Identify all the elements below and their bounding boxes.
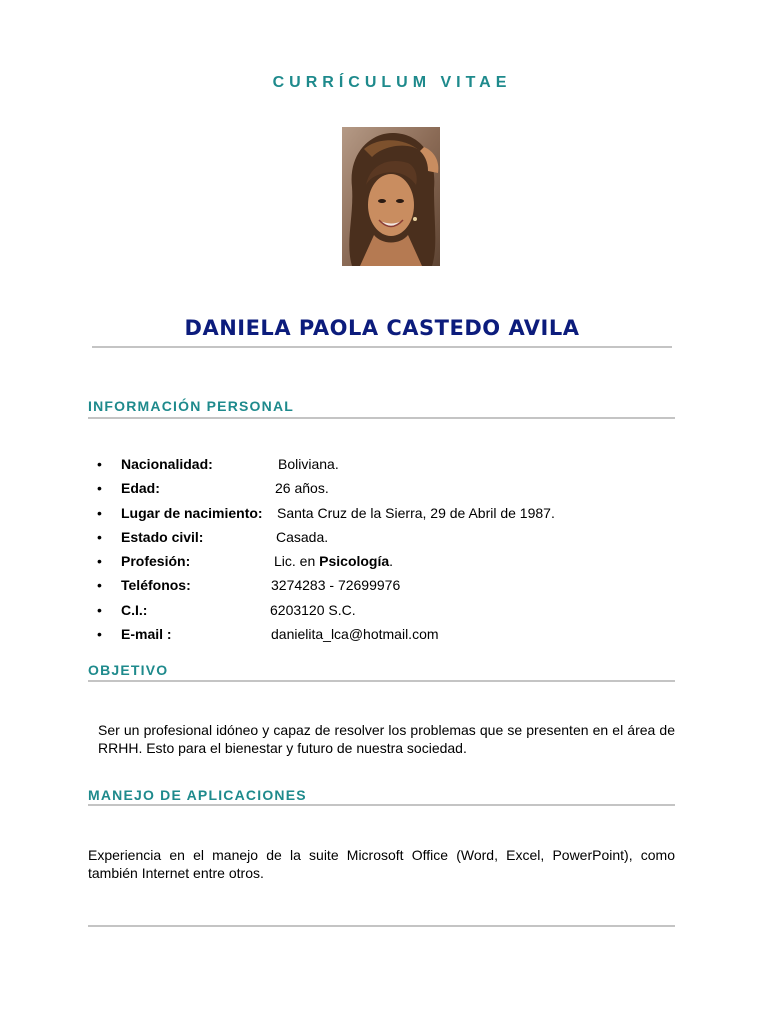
name-divider [92, 346, 672, 348]
bullet-icon: • [97, 626, 102, 643]
info-label: C.I.: [121, 601, 148, 618]
info-value [274, 550, 393, 572]
profile-photo [342, 127, 440, 266]
info-value: 6203120 S.C. [270, 601, 356, 618]
section-divider [88, 680, 675, 682]
info-label: Lugar de nacimiento: [121, 504, 263, 521]
section-divider [88, 804, 675, 806]
info-value: Boliviana. [278, 456, 339, 472]
info-label: Nacionalidad: [121, 456, 213, 472]
profession-field: Psicología [319, 553, 390, 570]
bullet-icon: • [97, 504, 102, 521]
section-title-applications: MANEJO DE APLICACIONES [88, 787, 307, 803]
info-value: Casada. [276, 528, 329, 545]
footer-divider [88, 925, 675, 927]
bullet-icon: • [97, 601, 102, 618]
full-name: DANIELA PAOLA CASTEDO AVILA [184, 316, 580, 340]
info-label: Teléfonos: [121, 577, 191, 594]
profession-suffix: . [389, 553, 394, 570]
bullet-icon: • [97, 456, 102, 472]
bullet-icon: • [97, 577, 102, 594]
objective-text: Ser un profesional idóneo y capaz de resolver los problemas que se presenten en el área de RRHH. Esto para el bienestar y futuro de nuestra sociedad. [98, 722, 675, 756]
section-title-personal-info: INFORMACIÓN PERSONAL [88, 398, 294, 414]
section-title-objective: OBJETIVO [88, 662, 169, 678]
bullet-icon: • [97, 480, 102, 497]
info-value: 3274283 - 72699976 [271, 577, 401, 594]
email-value: danielita_lca@hotmail.com [271, 626, 439, 643]
applications-text: Experiencia en el manejo de la suite Microsoft Office (Word, Excel, PowerPoint), como también Internet entre otros. [88, 847, 675, 881]
info-value: Santa Cruz de la Sierra, 29 de Abril de 1987. [277, 504, 555, 521]
info-label: E-mail : [121, 626, 172, 643]
info-label: Edad: [121, 480, 160, 497]
document-title: CURRÍCULUM VITAE [272, 74, 512, 91]
bullet-icon: • [97, 528, 102, 545]
section-divider [88, 417, 675, 419]
info-label: Profesión: [121, 553, 191, 570]
bullet-icon: • [97, 553, 102, 570]
profession-prefix: Lic. en [274, 553, 320, 570]
info-label: Estado civil: [121, 528, 204, 545]
info-value: 26 años. [275, 480, 329, 497]
